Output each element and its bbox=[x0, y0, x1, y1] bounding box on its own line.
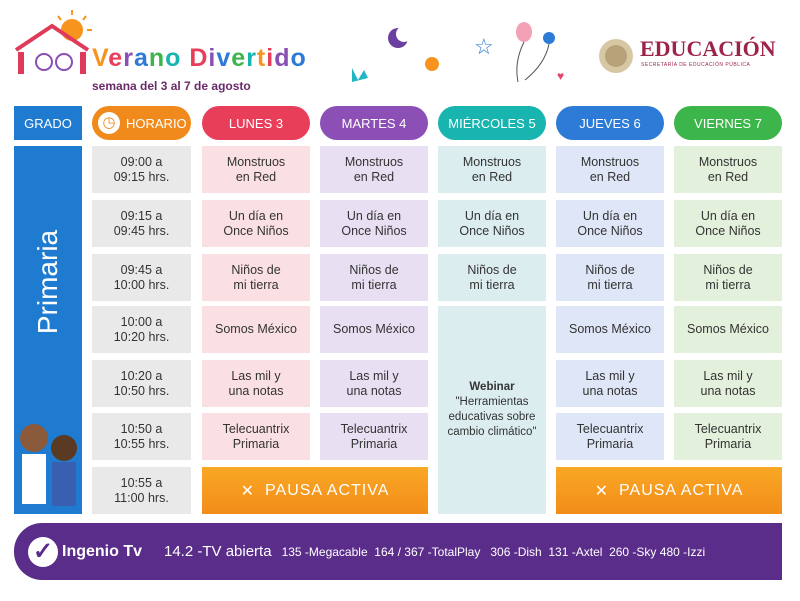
time-slot: 09:45 a 10:00 hrs. bbox=[92, 254, 191, 301]
grade-column bbox=[14, 146, 82, 514]
program-cell: Las mil y una notas bbox=[202, 360, 310, 407]
exercise-icon: ✕ bbox=[594, 482, 610, 500]
program-cell: Un día en Once Niños bbox=[556, 200, 664, 247]
svg-text:☆: ☆ bbox=[474, 34, 494, 59]
program-cell: Niños de mi tierra bbox=[556, 254, 664, 301]
svg-text:♥: ♥ bbox=[557, 69, 565, 83]
grade-label: Primaria bbox=[32, 229, 63, 335]
exercise-icon: ✕ bbox=[240, 482, 256, 500]
pausa-activa-banner-1 bbox=[202, 467, 428, 514]
time-slot: 10:20 a 10:50 hrs. bbox=[92, 360, 191, 407]
program-cell: Somos México bbox=[556, 306, 664, 353]
time-slot: 10:00 a 10:20 hrs. bbox=[92, 306, 191, 353]
program-cell: Monstruos en Red bbox=[320, 146, 428, 193]
program-cell: Monstruos en Red bbox=[556, 146, 664, 193]
program-cell: Niños de mi tierra bbox=[202, 254, 310, 301]
app-title: Verano Divertido bbox=[92, 44, 307, 72]
footer-main-channel: 14.2 -TV abierta bbox=[164, 543, 272, 560]
children-illustration-icon bbox=[14, 404, 84, 514]
time-slot: 10:55 a 11:00 hrs. bbox=[92, 467, 191, 514]
program-cell: Telecuantrix Primaria bbox=[556, 413, 664, 460]
org-subtitle: SECRETARÍA DE EDUCACIÓN PÚBLICA bbox=[641, 62, 751, 68]
program-cell: Somos México bbox=[674, 306, 782, 353]
horario-label: HORARIO bbox=[126, 115, 187, 131]
program-cell: Un día en Once Niños bbox=[438, 200, 546, 247]
week-subtitle: semana del 3 al 7 de agosto bbox=[92, 79, 251, 93]
column-header-horario bbox=[92, 106, 191, 140]
checkmark-icon: ✓ bbox=[28, 537, 58, 567]
column-header-day: MARTES 4 bbox=[320, 106, 428, 140]
clock-icon: ◷ bbox=[98, 112, 120, 134]
program-cell: Somos México bbox=[320, 306, 428, 353]
program-cell: Las mil y una notas bbox=[556, 360, 664, 407]
footer-brand: Ingenio Tv bbox=[62, 542, 142, 560]
pausa-label: PAUSA ACTIVA bbox=[265, 481, 390, 499]
pausa-activa-banner-2 bbox=[556, 467, 782, 514]
program-cell: Niños de mi tierra bbox=[438, 254, 546, 301]
time-slot: 10:50 a 10:55 hrs. bbox=[92, 413, 191, 460]
webinar-text: "Herramientas educativas sobre cambio climático" bbox=[447, 396, 537, 438]
program-cell: Niños de mi tierra bbox=[320, 254, 428, 301]
pausa-label: PAUSA ACTIVA bbox=[619, 481, 744, 499]
column-header-day: JUEVES 6 bbox=[556, 106, 664, 140]
program-cell: Un día en Once Niños bbox=[202, 200, 310, 247]
column-header-day: MIÉRCOLES 5 bbox=[438, 106, 546, 140]
webinar-title: Webinar bbox=[469, 381, 515, 393]
org-name: EDUCACIÓN bbox=[640, 36, 776, 61]
decorations-icon bbox=[340, 18, 580, 88]
program-cell: Telecuantrix Primaria bbox=[202, 413, 310, 460]
time-slot: 09:15 a 09:45 hrs. bbox=[92, 200, 191, 247]
program-cell: Telecuantrix Primaria bbox=[320, 413, 428, 460]
program-cell: Un día en Once Niños bbox=[320, 200, 428, 247]
program-cell: Las mil y una notas bbox=[320, 360, 428, 407]
program-cell: Un día en Once Niños bbox=[674, 200, 782, 247]
program-cell: Niños de mi tierra bbox=[674, 254, 782, 301]
time-slot: 09:00 a 09:15 hrs. bbox=[92, 146, 191, 193]
webinar-cell bbox=[438, 306, 546, 514]
footer-channels: 135 -Megacable 164 / 367 -TotalPlay 306 -Dish 131 -Axtel 260 -Sky 480 -Izzi bbox=[281, 544, 706, 559]
program-cell: Monstruos en Red bbox=[202, 146, 310, 193]
footer-channels-bar bbox=[14, 523, 782, 580]
program-cell: Somos México bbox=[202, 306, 310, 353]
program-cell: Telecuantrix Primaria bbox=[674, 413, 782, 460]
column-header-day: LUNES 3 bbox=[202, 106, 310, 140]
program-cell: Monstruos en Red bbox=[438, 146, 546, 193]
house-logo-icon bbox=[14, 8, 94, 76]
program-cell: Las mil y una notas bbox=[674, 360, 782, 407]
program-cell: Monstruos en Red bbox=[674, 146, 782, 193]
column-header-day: VIERNES 7 bbox=[674, 106, 782, 140]
coat-of-arms-icon bbox=[596, 36, 636, 76]
column-header-grado: GRADO bbox=[14, 106, 82, 140]
